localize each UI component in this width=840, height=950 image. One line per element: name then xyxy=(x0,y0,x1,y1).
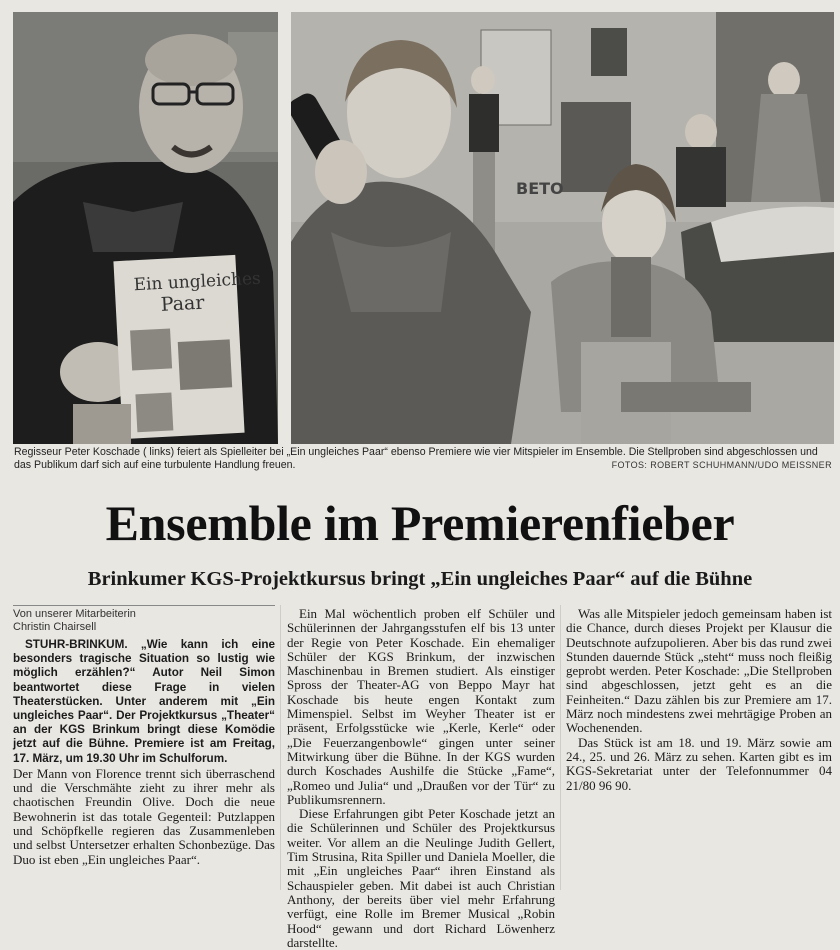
article-paragraph-2: Ein Mal wöchentlich proben elf Schüler und Schülerinnen der Jahrgangsstufen elf bis 13 unter der Regie von Peter Koschade. Ein ehemaliger Schüler der KGS Brinkum, der inzwischen Maschinenbau in Bremen studiert. Als einstiger Spross der Theater-AG von Beppo Mayr hat Koschade bis heute engen Kontakt zum Mimenspiel. Selbst im Weyher Theater ist er präsent, Erfolgsstücke wie „Kerle, Kerle“ oder „Die Feuerzangenbowle“ gingen unter seiner Mitwirkung über die Bühne. In der KGS wurden durch Koschades Aushilfe die Stücke „Fame“, „Romeo und Julia“ und „Draußen vor der Tür“ zu Publikumsrennern. xyxy=(287,606,555,807)
photo-director xyxy=(13,12,278,444)
flyer-title-line2: Paar xyxy=(160,291,205,316)
column-divider xyxy=(560,605,561,890)
subheadline: Brinkumer KGS-Projektkursus bringt „Ein ungleiches Paar“ auf die Bühne xyxy=(87,568,753,590)
article-paragraph-4: Was alle Mitspieler jedoch gemeinsam haben ist die Chance, durch dieses Projekt per Klausur die Deutschnote aufzupolieren. Aber bis das rund zwei Stunden dauernde Stück „steht“ muss noch fleißig geprobt werden. Peter Koschade: „Die Stellproben sind abgeschlossen, jetzt geht es an die Feinheiten.“ Dazu zählen bis zur Premiere am 17. März noch mindestens zwei mehrtägige Proben an Wochenenden. xyxy=(566,606,832,736)
article-column-2 xyxy=(287,607,555,950)
column-divider xyxy=(280,605,281,890)
article-lead: STUHR-BRINKUM. „Wie kann ich eine besonders tragische Situation so lustig wie möglich erzählen?“ Autor Neil Simon beantwortet diese Frage in vielen Theaterstücken. Unter anderem mit „Ein ungleiches Paar“. Der Projektkursus „Theater“ an der KGS Brinkum bringt diese Komödie jetzt auf die Bühne. Premiere ist am Freitag, 17. März, um 19.30 Uhr im Schulforum. xyxy=(13,638,275,765)
caption-text: Regisseur Peter Koschade ( links) feiert als Spielleiter bei „Ein ungleiches Paar“ ebenso Premiere wie vier Mitspieler im Ensemble. Die Stellproben sind abgeschlossen und das Publikum darf sich auf eine turbulente Handlung freuen. xyxy=(14,446,818,471)
ensemble-photo-graphic xyxy=(291,12,834,444)
photo-caption xyxy=(14,446,832,472)
article-column-1 xyxy=(13,605,275,867)
flyer-title-line1: Ein ungleiches xyxy=(133,268,262,296)
article-paragraph-5: Das Stück ist am 18. und 19. März sowie am 24., 25. und 26. März zu sehen. Karten gibt es im KGS-Sekretariat unter der Telefonnummer 04 21/80 96 90. xyxy=(566,734,832,793)
photo-credit: FOTOS: ROBERT SCHUHMANN/UDO MEISSNER xyxy=(611,460,832,470)
svg-text:BETO: BETO xyxy=(516,179,564,198)
article-column-3 xyxy=(566,607,832,793)
article-paragraph-3: Diese Erfahrungen gibt Peter Koschade jetzt an die Schülerinnen und Schüler des Projektkursus weiter. Vor allem an die Neulinge Judith Gellert, Tim Strusina, Rita Spiller und Daniela Moeller, die mit „Ein ungleiches Paar“ ihren Einstand als Schauspieler geben. Mit dabei ist auch Christian Anthony, der bereits über viel mehr Erfahrung verfügt, eine Rolle im Bremer Musical „Robin Hood“ gewann und dort Richard Löwenherz darstellte. xyxy=(287,806,555,950)
article-paragraph-1: Der Mann von Florence trennt sich überraschend und die Verschmähte zieht zu ihrer mehr als chaotischen Freundin Olive. Doch die neue Bewohnerin ist das totale Gegenteil: Putzlappen und Schöpfkelle regieren das Zusammenleben und selbst Untersetzer erhalten Schonbezüge. Das Duo ist eben „Ein ungleiches Paar“. xyxy=(13,765,275,867)
director-photo-graphic xyxy=(13,12,278,444)
headline: Ensemble im Premierenfieber xyxy=(105,495,735,551)
byline-line1: Von unserer Mitarbeiterin xyxy=(13,608,136,620)
byline xyxy=(13,605,275,634)
byline-author: Christin Chairsell xyxy=(13,621,97,633)
photo-ensemble xyxy=(291,12,834,444)
